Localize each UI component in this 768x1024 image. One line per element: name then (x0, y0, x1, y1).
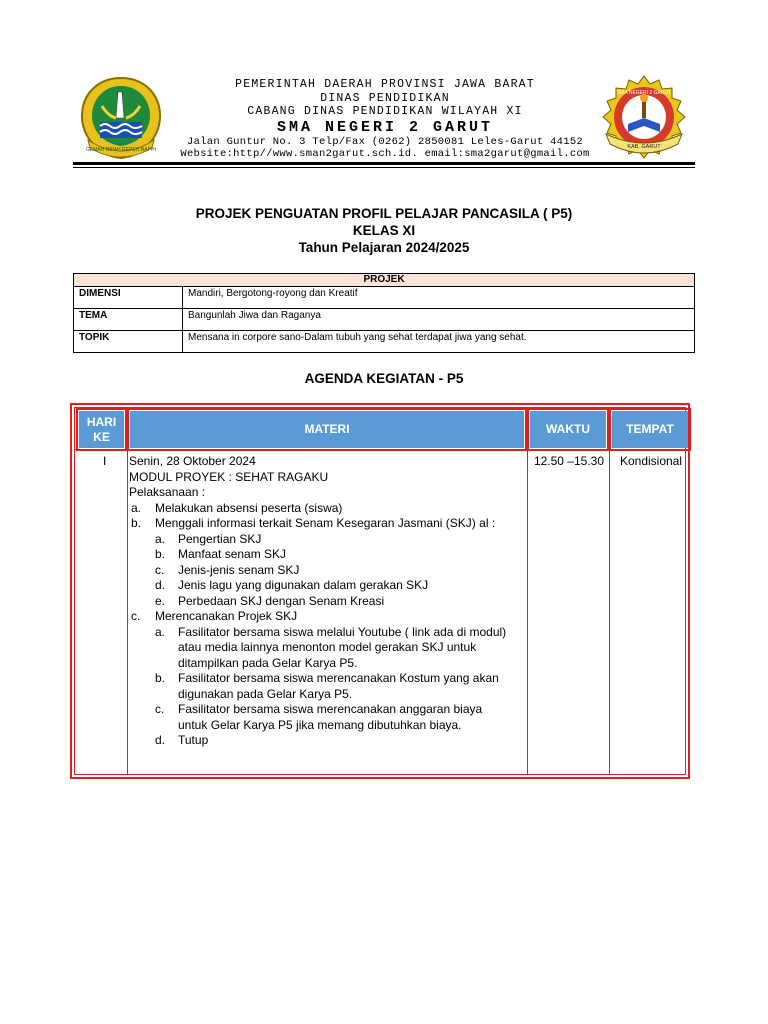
header-tempat: TEMPAT (612, 411, 688, 448)
sub-list-item (129, 733, 523, 749)
project-header: PROJEK (74, 274, 695, 287)
sub-list-item (129, 578, 523, 594)
right-logo-ribbon: KAB. GARUT (627, 144, 661, 150)
sub-list-item (129, 563, 523, 579)
list-item (129, 501, 523, 517)
topik-value: Mensana in corpore sano-Dalam tubuh yang sehat terdapat jiwa yang sehat. (183, 331, 695, 353)
list-marker: c. (131, 609, 141, 623)
row-divider (75, 449, 685, 450)
list-item-text: Perbedaan SKJ dengan Senam Kreasi (178, 593, 385, 608)
letterhead-rule-thick (73, 162, 695, 165)
list-marker: b. (155, 671, 166, 685)
header-hari-line1: HARI (86, 414, 117, 429)
list-marker: e. (155, 593, 166, 608)
header-hari (79, 411, 124, 448)
list-item-text: Jenis-jenis senam SKJ (178, 562, 300, 577)
column-divider (609, 450, 610, 774)
materi-cell (129, 454, 523, 749)
table-row (74, 331, 695, 353)
list-marker: d. (155, 733, 166, 747)
table-row (74, 309, 695, 331)
list-item (129, 609, 523, 625)
column-divider (127, 450, 128, 774)
letterhead-address: Jalan Guntur No. 3 Telp/Fax (0262) 2850081 Leles-Garut 44152 (186, 136, 584, 148)
list-item-text: Manfaat senam SKJ (178, 547, 287, 561)
right-logo-text: SMA NEGERI 2 GARUT (616, 90, 672, 96)
letterhead-department: DINAS PENDIDIKAN (320, 92, 450, 105)
list-item-text: Fasilitator bersama siswa melalui Youtube ( link ada di modul) atau media lainnya menonton model gerakan SKJ untuk ditampilkan pada Gelar Karya P5. (178, 624, 507, 670)
topik-label: TOPIK (74, 331, 183, 353)
left-logo-text: GEMAH RIPAH REPEH RAPIH (86, 147, 156, 153)
sub-list-item (129, 702, 523, 733)
header-waktu: WAKTU (530, 411, 606, 448)
agenda-title: AGENDA KEGIATAN - P5 (304, 371, 464, 386)
agenda-table (70, 403, 690, 779)
agenda-table-inner (74, 407, 686, 775)
list-marker: d. (155, 578, 166, 592)
letterhead-branch: CABANG DINAS PENDIDIKAN WILAYAH XI (247, 105, 523, 118)
list-marker: a. (131, 500, 142, 515)
document-class: KELAS XI (352, 223, 416, 238)
list-marker: b. (131, 516, 142, 530)
sub-list-item (129, 532, 523, 548)
list-item-text: Fasilitator bersama siswa merencanakan anggaran biaya untuk Gelar Karya P5 jika memang dibutuhkan biaya. (178, 702, 483, 732)
tempat-value: Kondisional (619, 454, 683, 468)
activity-date: Senin, 28 Oktober 2024 (129, 454, 256, 468)
module-name: MODUL PROYEK : SEHAT RAGAKU (129, 469, 329, 484)
list-item-text: Melakukan absensi peserta (siswa) (155, 500, 343, 515)
document-year: Tahun Pelajaran 2024/2025 (298, 240, 470, 255)
header-hari-line2: KE (93, 429, 110, 444)
list-marker: c. (155, 562, 165, 577)
waktu-value: 12.50 –15.30 (533, 454, 605, 468)
letterhead-website: Website:http//www.sman2garut.sch.id. email:sma2garut@gmail.com (180, 148, 590, 160)
dimensi-value: Mandiri, Bergotong-royong dan Kreatif (183, 287, 695, 309)
header-materi: MATERI (130, 411, 524, 448)
pelaksanaan-label: Pelaksanaan : (129, 485, 206, 499)
hari-value: I (103, 454, 107, 468)
sub-list-item (129, 671, 523, 702)
list-item (129, 516, 523, 532)
list-marker: a. (155, 624, 166, 639)
tema-value: Bangunlah Jiwa dan Raganya (183, 309, 695, 331)
list-marker: c. (155, 702, 165, 716)
tema-label: TEMA (74, 309, 183, 331)
list-item-text: Menggali informasi terkait Senam Kesegaran Jasmani (SKJ) al : (155, 516, 496, 530)
list-item-text: Merencanakan Projek SKJ (155, 609, 298, 623)
sub-list-item (129, 547, 523, 563)
table-row (74, 287, 695, 309)
letterhead-rule-thin (73, 167, 695, 168)
sub-list-item (129, 625, 523, 672)
letterhead-government: PEMERINTAH DAERAH PROVINSI JAWA BARAT (235, 78, 535, 91)
list-item-text: Tutup (178, 733, 209, 747)
letterhead-school-name: SMA NEGERI 2 GARUT (276, 119, 494, 136)
project-info-table (73, 273, 695, 353)
list-marker: b. (155, 547, 166, 561)
list-item-text: Pengertian SKJ (178, 531, 262, 546)
sub-list-item (129, 594, 523, 610)
document-title: PROJEK PENGUATAN PROFIL PELAJAR PANCASILA ( P5) (195, 206, 573, 221)
list-item-text: Jenis lagu yang digunakan dalam gerakan SKJ (178, 578, 429, 592)
list-item-text: Fasilitator bersama siswa merencanakan Kostum yang akan digunakan pada Gelar Karya P5. (178, 671, 499, 701)
dimensi-label: DIMENSI (74, 287, 183, 309)
list-marker: a. (155, 531, 166, 546)
column-divider (527, 450, 528, 774)
